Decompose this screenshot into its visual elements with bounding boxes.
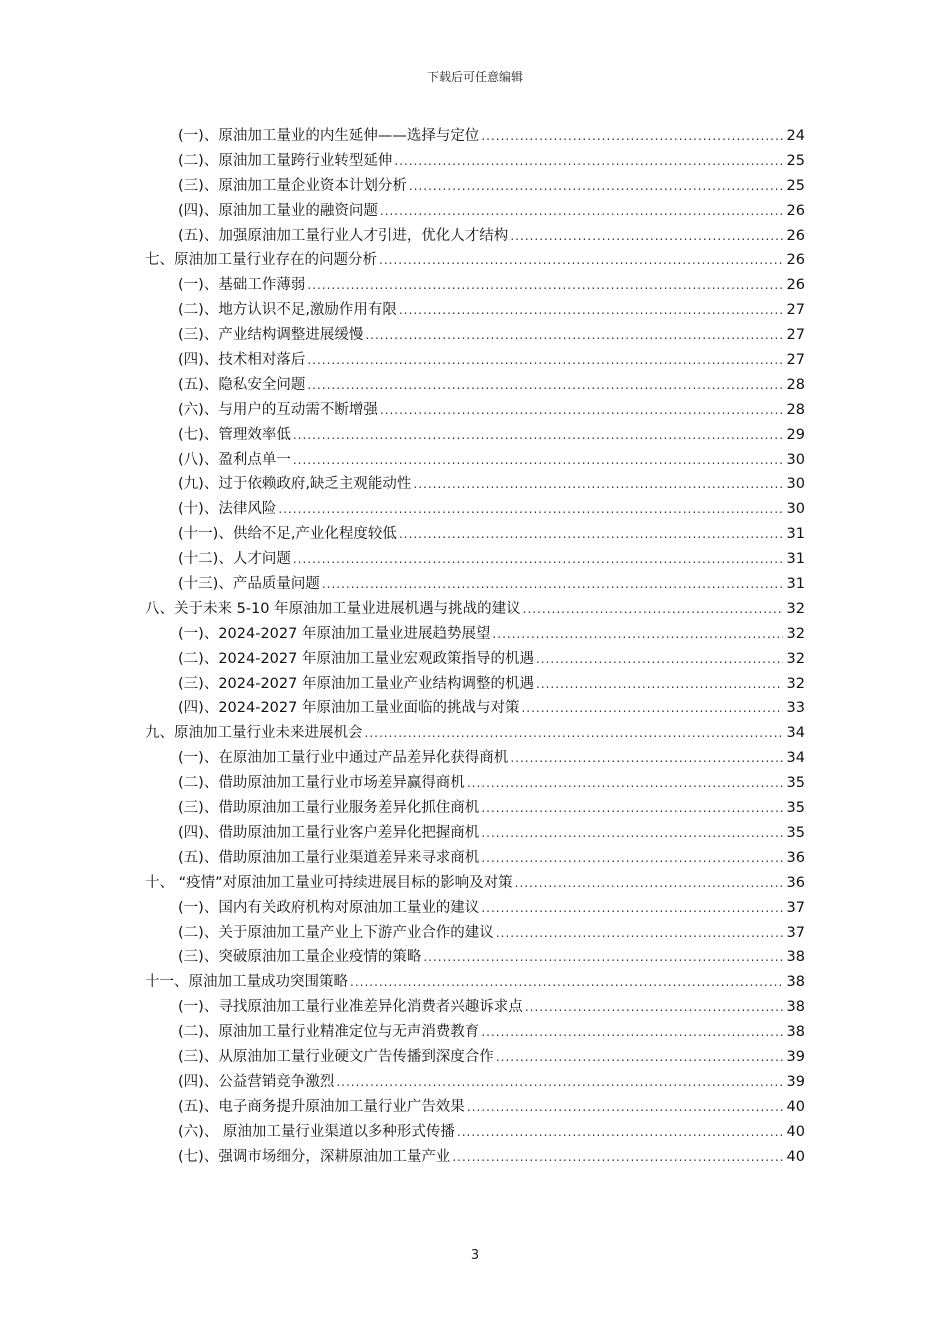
toc-subsection-entry[interactable] <box>178 1120 805 1145</box>
toc-entry-page: 34 <box>786 750 805 767</box>
toc-entry-page: 36 <box>786 874 805 891</box>
toc-subsection-entry[interactable] <box>178 199 805 224</box>
toc-entry-title: (五)、隐私安全问题 <box>178 376 306 393</box>
toc-subsection-entry[interactable] <box>178 298 805 323</box>
toc-dot-leader <box>380 398 783 423</box>
toc-entry-page: 30 <box>786 451 805 468</box>
toc-dot-leader <box>409 174 783 199</box>
toc-entry-title: (五)、借助原油加工量行业渠道差异来寻求商机 <box>178 849 480 866</box>
toc-dot-leader <box>452 1145 783 1170</box>
toc-subsection-entry[interactable] <box>178 771 805 796</box>
toc-subsection-entry[interactable] <box>178 846 805 871</box>
toc-entry-title: (一)、寻找原油加工量行业准差异化消费者兴趣诉求点 <box>178 999 523 1016</box>
toc-dot-leader <box>293 448 783 473</box>
toc-subsection-entry[interactable] <box>178 572 805 597</box>
toc-subsection-entry[interactable] <box>178 945 805 970</box>
toc-subsection-entry[interactable] <box>178 921 805 946</box>
toc-entry-page: 28 <box>786 401 805 418</box>
toc-subsection-entry[interactable] <box>178 398 805 423</box>
toc-entry-page: 25 <box>786 177 805 194</box>
toc-entry-page: 40 <box>786 1148 805 1165</box>
toc-dot-leader <box>307 348 783 373</box>
toc-section-entry[interactable] <box>145 871 805 896</box>
toc-subsection-entry[interactable] <box>178 174 805 199</box>
toc-dot-leader <box>293 423 783 448</box>
toc-entry-title: (五)、电子商务提升原油加工量行业广告效果 <box>178 1098 465 1115</box>
toc-dot-leader <box>481 124 783 149</box>
toc-entry-title: (五)、加强原油加工量行业人才引进，优化人才结构 <box>178 227 509 244</box>
toc-entry-page: 38 <box>786 974 805 991</box>
toc-dot-leader <box>365 323 783 348</box>
toc-entry-title: (二)、关于原油加工量产业上下游产业合作的建议 <box>178 924 494 941</box>
toc-dot-leader <box>467 1095 783 1120</box>
toc-entry-page: 25 <box>786 152 805 169</box>
toc-entry-page: 28 <box>786 376 805 393</box>
toc-entry-title: (三)、原油加工量企业资本计划分析 <box>178 177 407 194</box>
toc-entry-title: (四)、技术相对落后 <box>178 352 306 369</box>
toc-entry-title: 九、原油加工量行业未来进展机会 <box>145 725 363 742</box>
toc-entry-title: (二)、原油加工量行业精准定位与无声消费教育 <box>178 1024 480 1041</box>
toc-entry-page: 38 <box>786 1024 805 1041</box>
toc-dot-leader <box>365 721 784 746</box>
toc-entry-title: (八)、盈利点单一 <box>178 451 291 468</box>
toc-entry-title: (一)、国内有关政府机构对原油加工量业的建议 <box>178 899 480 916</box>
toc-entry-title: (十)、法律风险 <box>178 501 277 518</box>
toc-entry-page: 35 <box>786 824 805 841</box>
toc-dot-leader <box>536 672 783 697</box>
toc-dot-leader <box>525 995 783 1020</box>
toc-entry-page: 31 <box>786 551 805 568</box>
page-header: 下载后可任意编辑 <box>426 70 523 84</box>
toc-entry-title: (十三)、产品质量问题 <box>178 576 320 593</box>
toc-entry-title: (三)、突破原油加工量企业疫情的策略 <box>178 949 422 966</box>
toc-entry-title: (四)、公益营销竞争激烈 <box>178 1073 335 1090</box>
toc-entry-page: 26 <box>786 227 805 244</box>
toc-dot-leader <box>521 696 783 721</box>
toc-entry-page: 39 <box>786 1048 805 1065</box>
toc-subsection-entry[interactable] <box>178 821 805 846</box>
toc-entry-page: 37 <box>786 899 805 916</box>
toc-entry-title: (十二)、人才问题 <box>178 551 291 568</box>
toc-subsection-entry[interactable] <box>178 746 805 771</box>
toc-entry-page: 26 <box>786 252 805 269</box>
toc-dot-leader <box>481 896 783 921</box>
toc-entry-title: 十一、原油加工量成功突围策略 <box>145 974 348 991</box>
toc-subsection-entry[interactable] <box>178 423 805 448</box>
toc-entry-title: (四)、2024-2027 年原油加工量业面临的挑战与对策 <box>178 700 520 717</box>
toc-subsection-entry[interactable] <box>178 522 805 547</box>
toc-subsection-entry[interactable] <box>178 323 805 348</box>
toc-dot-leader <box>481 821 783 846</box>
toc-entry-page: 35 <box>786 775 805 792</box>
toc-entry-title: (三)、借助原油加工量行业服务差异化抓住商机 <box>178 800 480 817</box>
toc-entry-page: 39 <box>786 1073 805 1090</box>
toc-entry-title: (二)、原油加工量跨行业转型延伸 <box>178 152 393 169</box>
toc-dot-leader <box>413 472 783 497</box>
toc-entry-title: (二)、地方认识不足,激励作用有限 <box>178 302 397 319</box>
toc-subsection-entry[interactable] <box>178 348 805 373</box>
toc-dot-leader <box>523 597 783 622</box>
toc-entry-page: 36 <box>786 849 805 866</box>
toc-entry-page: 38 <box>786 949 805 966</box>
toc-dot-leader <box>399 298 783 323</box>
toc-dot-leader <box>307 273 783 298</box>
toc-section-entry[interactable] <box>145 721 805 746</box>
toc-subsection-entry[interactable] <box>178 647 805 672</box>
toc-entry-page: 29 <box>786 426 805 443</box>
toc-dot-leader <box>515 871 783 896</box>
toc-entry-title: (七)、强调市场细分，深耕原油加工量产业 <box>178 1148 451 1165</box>
toc-entry-page: 30 <box>786 476 805 493</box>
toc-subsection-entry[interactable] <box>178 273 805 298</box>
toc-subsection-entry[interactable] <box>178 796 805 821</box>
toc-dot-leader <box>510 224 783 249</box>
toc-subsection-entry[interactable] <box>178 622 805 647</box>
toc-entry-page: 26 <box>786 277 805 294</box>
toc-subsection-entry[interactable] <box>178 547 805 572</box>
toc-dot-leader <box>278 497 783 522</box>
toc-entry-page: 32 <box>786 600 805 617</box>
toc-entry-title: (六)、与用户的互动需不断增强 <box>178 401 378 418</box>
toc-entry-title: (二)、借助原油加工量行业市场差异赢得商机 <box>178 775 465 792</box>
toc-entry-page: 32 <box>786 675 805 692</box>
toc-dot-leader <box>481 846 783 871</box>
toc-entry-page: 35 <box>786 800 805 817</box>
toc-entry-page: 27 <box>786 352 805 369</box>
toc-subsection-entry[interactable] <box>178 1020 805 1045</box>
toc-dot-leader <box>307 373 783 398</box>
toc-entry-title: (十一)、供给不足,产业化程度较低 <box>178 526 397 543</box>
toc-subsection-entry[interactable] <box>178 1095 805 1120</box>
toc-subsection-entry[interactable] <box>178 696 805 721</box>
toc-entry-page: 31 <box>786 576 805 593</box>
toc-dot-leader <box>399 522 783 547</box>
toc-entry-title: (一)、在原油加工量行业中通过产品差异化获得商机 <box>178 750 509 767</box>
toc-entry-title: 八、关于未来 5-10 年原油加工量业进展机遇与挑战的建议 <box>145 600 521 617</box>
toc-subsection-entry[interactable] <box>178 1070 805 1095</box>
toc-dot-leader <box>380 199 783 224</box>
toc-entry-title: (六)、 原油加工量行业渠道以多种形式传播 <box>178 1123 455 1140</box>
toc-dot-leader <box>492 622 783 647</box>
toc-subsection-entry[interactable] <box>178 497 805 522</box>
toc-entry-title: (三)、2024-2027 年原油加工量业产业结构调整的机遇 <box>178 675 534 692</box>
page-number: 3 <box>470 1248 480 1263</box>
toc-dot-leader <box>379 248 783 273</box>
toc-entry-page: 27 <box>786 327 805 344</box>
toc-subsection-entry[interactable] <box>178 373 805 398</box>
toc-dot-leader <box>510 746 783 771</box>
toc-entry-title: (四)、原油加工量业的融资问题 <box>178 202 378 219</box>
toc-dot-leader <box>467 771 783 796</box>
toc-dot-leader <box>481 1020 783 1045</box>
toc-subsection-entry[interactable] <box>178 672 805 697</box>
toc-dot-leader <box>336 1070 783 1095</box>
toc-section-entry[interactable] <box>145 970 805 995</box>
toc-entry-title: (二)、2024-2027 年原油加工量业宏观政策指导的机遇 <box>178 650 534 667</box>
toc-subsection-entry[interactable] <box>178 896 805 921</box>
toc-entry-title: (三)、从原油加工量行业硬文广告传播到深度合作 <box>178 1048 494 1065</box>
toc-entry-page: 33 <box>786 700 805 717</box>
toc-entry-title: 十、 “疫情”对原油加工量业可持续进展目标的影响及对策 <box>145 874 513 891</box>
toc-entry-page: 40 <box>786 1098 805 1115</box>
toc-dot-leader <box>350 970 783 995</box>
table-of-contents <box>0 124 950 1169</box>
toc-dot-leader <box>423 945 783 970</box>
toc-subsection-entry[interactable] <box>178 149 805 174</box>
toc-entry-title: (一)、2024-2027 年原油加工量业进展趋势展望 <box>178 625 491 642</box>
toc-entry-page: 32 <box>786 625 805 642</box>
toc-subsection-entry[interactable] <box>178 124 805 149</box>
toc-dot-leader <box>536 647 783 672</box>
toc-subsection-entry[interactable] <box>178 1045 805 1070</box>
toc-entry-page: 40 <box>786 1123 805 1140</box>
toc-entry-title: (七)、管理效率低 <box>178 426 291 443</box>
toc-entry-title: (一)、基础工作薄弱 <box>178 277 306 294</box>
toc-entry-page: 34 <box>786 725 805 742</box>
toc-subsection-entry[interactable] <box>178 224 805 249</box>
toc-entry-page: 31 <box>786 526 805 543</box>
toc-entry-title: 七、原油加工量行业存在的问题分析 <box>145 252 377 269</box>
toc-dot-leader <box>394 149 783 174</box>
toc-entry-page: 38 <box>786 999 805 1016</box>
toc-entry-title: (四)、借助原油加工量行业客户差异化把握商机 <box>178 824 480 841</box>
toc-dot-leader <box>457 1120 783 1145</box>
toc-subsection-entry[interactable] <box>178 472 805 497</box>
toc-section-entry[interactable] <box>145 248 805 273</box>
toc-entry-title: (九)、过于依赖政府,缺乏主观能动性 <box>178 476 412 493</box>
toc-dot-leader <box>496 1045 783 1070</box>
toc-entry-page: 26 <box>786 202 805 219</box>
toc-section-entry[interactable] <box>145 597 805 622</box>
toc-entry-page: 37 <box>786 924 805 941</box>
toc-entry-title: (一)、原油加工量业的内生延伸——选择与定位 <box>178 128 480 144</box>
toc-entry-page: 32 <box>786 650 805 667</box>
toc-subsection-entry[interactable] <box>178 995 805 1020</box>
toc-dot-leader <box>481 796 783 821</box>
toc-subsection-entry[interactable] <box>178 448 805 473</box>
toc-dot-leader <box>322 572 783 597</box>
toc-entry-page: 24 <box>786 128 805 144</box>
toc-entry-page: 30 <box>786 501 805 518</box>
toc-entry-page: 27 <box>786 302 805 319</box>
toc-dot-leader <box>496 921 783 946</box>
toc-entry-title: (三)、产业结构调整进展缓慢 <box>178 327 364 344</box>
toc-subsection-entry[interactable] <box>178 1145 805 1170</box>
toc-dot-leader <box>293 547 783 572</box>
